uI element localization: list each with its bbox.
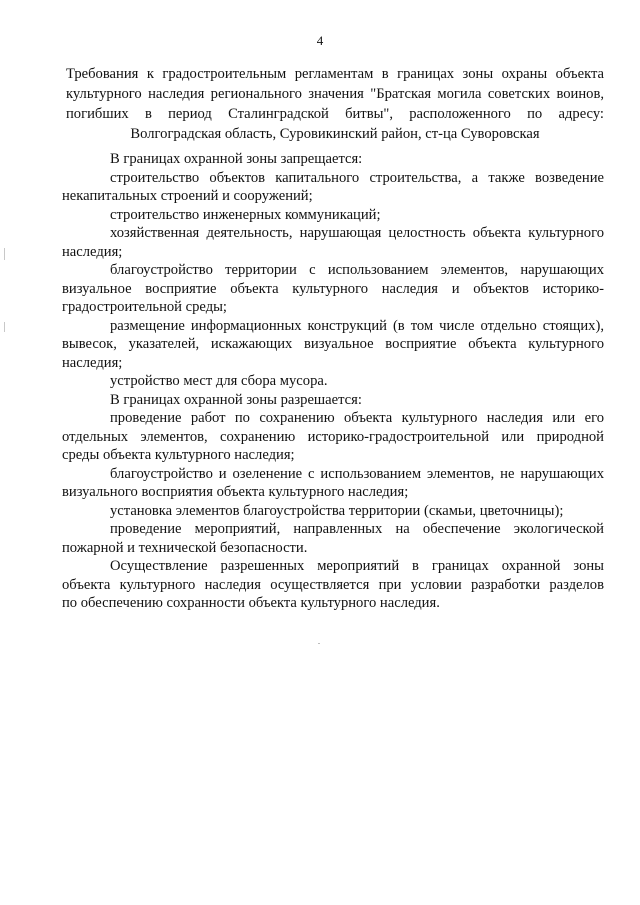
paragraph bbox=[62, 206, 604, 225]
paragraph-line: по обеспечению сохранности объекта культурного наследия. bbox=[62, 595, 440, 611]
paragraph-line: проведение работ по сохранению объекта культурного наследия или его bbox=[110, 410, 604, 426]
paragraph-line: устройство мест для сбора мусора. bbox=[110, 373, 328, 389]
scan-edge-mark bbox=[4, 322, 5, 332]
paragraph-line: строительство инженерных коммуникаций; bbox=[110, 206, 381, 223]
title-line: культурного наследия регионального значения "Братская могила советских воинов, bbox=[66, 86, 604, 102]
paragraph bbox=[62, 372, 604, 391]
paragraph-line: проведение мероприятий, направленных на обеспечение экологической bbox=[110, 521, 604, 537]
paragraph bbox=[62, 502, 604, 521]
paragraph-line: В границах охранной зоны запрещается: bbox=[110, 151, 363, 167]
paragraph-line: отдельных элементов, сохранению историко-градостроительной или природной bbox=[62, 428, 604, 445]
page-number: 4 bbox=[316, 33, 324, 48]
scan-edge-mark bbox=[4, 248, 5, 260]
paragraph-line: В границах охранной зоны разрешается: bbox=[110, 391, 362, 408]
paragraph-line: вывесок, указателей, искажающих визуальное восприятие объекта культурного bbox=[62, 336, 604, 352]
paragraph-line: среды объекта культурного наследия; bbox=[62, 447, 295, 463]
title-line: погибших в период Сталинградской битвы", расположенного по адресу: bbox=[66, 106, 604, 122]
paragraph bbox=[62, 224, 604, 261]
paragraph bbox=[62, 317, 604, 373]
paragraph-line: Осуществление разрешенных мероприятий в границах охранной зоны bbox=[110, 558, 604, 574]
paragraph-line: хозяйственная деятельность, нарушающая целостность объекта культурного bbox=[110, 225, 604, 241]
paragraph-line: визуальное восприятие объекта культурного наследия и объектов историко- bbox=[62, 280, 604, 297]
paragraph-line: визуального восприятия объекта культурного наследия; bbox=[62, 484, 409, 500]
paragraph-line: установка элементов благоустройства территории (скамьи, цветочницы); bbox=[110, 502, 564, 519]
paragraph-line: благоустройство территории с использованием элементов, нарушающих bbox=[110, 262, 604, 278]
paragraph-line: градостроительной среды; bbox=[62, 299, 227, 315]
paragraph bbox=[62, 391, 604, 410]
title-line: Волгоградская область, Суровикинский район, ст-ца Суворовская bbox=[130, 126, 540, 142]
document-body bbox=[62, 150, 604, 613]
paragraph-line: наследия; bbox=[62, 354, 123, 371]
paragraph-line: размещение информационных конструкций (в том числе отдельно стоящих), bbox=[110, 317, 604, 334]
paragraph bbox=[62, 150, 604, 169]
paragraph-line: некапитальных строений и сооружений; bbox=[62, 188, 313, 204]
paragraph-line: наследия; bbox=[62, 243, 123, 260]
paragraph bbox=[62, 169, 604, 206]
paragraph-line: объекта культурного наследия осуществляется при условии разработки разделов bbox=[62, 576, 604, 593]
paragraph bbox=[62, 557, 604, 613]
paragraph bbox=[62, 409, 604, 465]
paragraph bbox=[62, 465, 604, 502]
paragraph bbox=[62, 261, 604, 317]
paragraph-line: строительство объектов капитального строительства, а также возведение bbox=[110, 169, 604, 186]
paragraph-line: благоустройство и озеленение с использованием элементов, не нарушающих bbox=[110, 465, 604, 482]
title-line: Требования к градостроительным регламентам в границах зоны охраны объекта bbox=[66, 66, 604, 82]
paragraph-line: пожарной и технической безопасности. bbox=[62, 539, 308, 556]
scan-speck bbox=[318, 643, 320, 644]
paragraph bbox=[62, 520, 604, 557]
document-title bbox=[66, 64, 604, 144]
